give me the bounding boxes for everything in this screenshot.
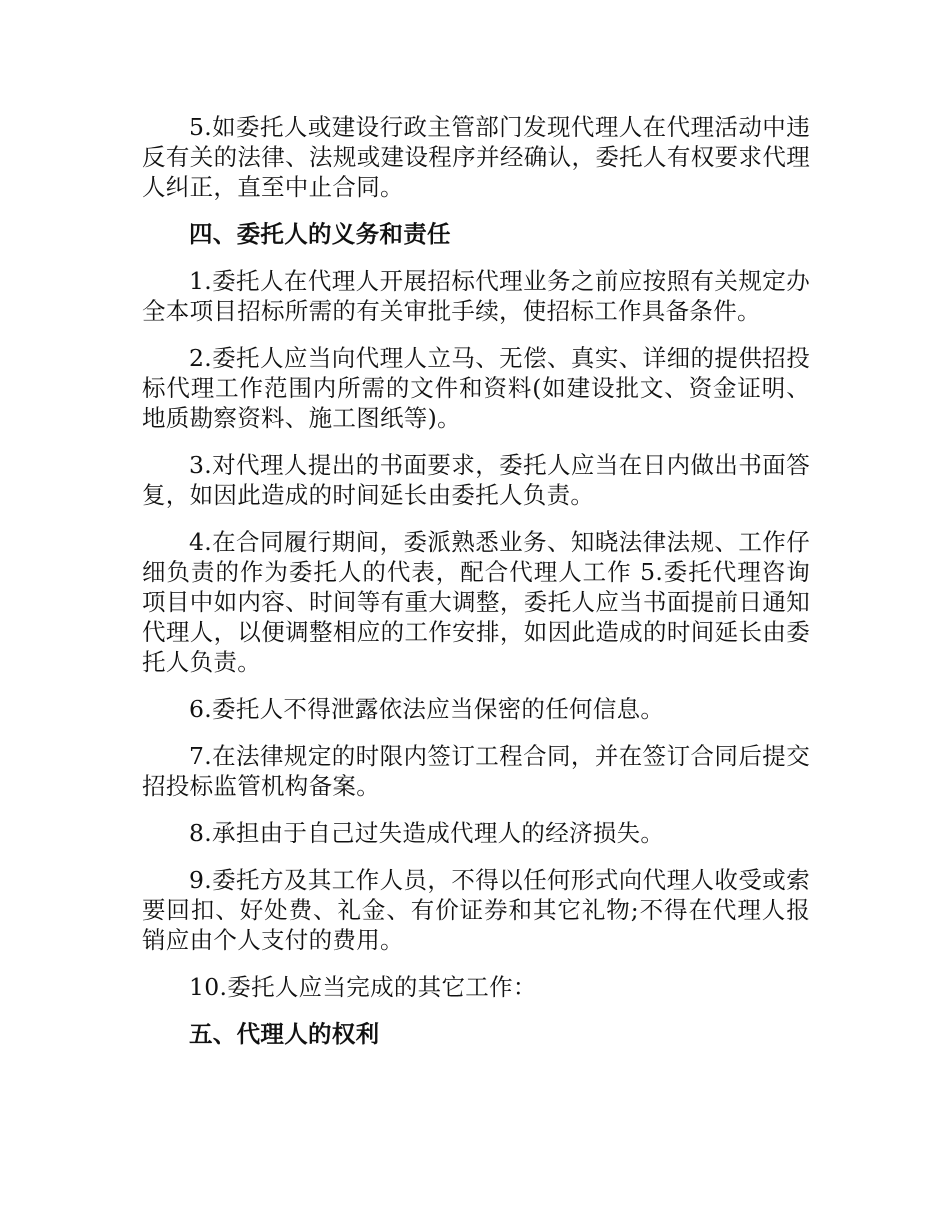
list-item: 7.在法律规定的时限内签订工程合同，并在签订合同后提交招投标监管机构备案。: [142, 742, 810, 800]
list-item: 9.委托方及其工作人员，不得以任何形式向代理人收受或索要回扣、好处费、礼金、有价证券和其它礼物;不得在代理人报销应由个人支付的费用。: [142, 866, 810, 954]
list-item: 1.委托人在代理人开展招标代理业务之前应按照有关规定办全本项目招标所需的有关审批手续，使招标工作具备条件。: [142, 267, 810, 325]
paragraph-5: 5.如委托人或建设行政主管部门发现代理人在代理活动中违反有关的法律、法规或建设程序并经确认，委托人有权要求代理人纠正，直至中止合同。: [142, 113, 810, 201]
list-item: 4.在合同履行期间，委派熟悉业务、知晓法律法规、工作仔细负责的作为委托人的代表，配合代理人工作 5.委托代理咨询项目中如内容、时间等有重大调整，委托人应当书面提前日通知代理人，以便调整相应的工作安排，如因此造成的时间延长由委托人负责。: [142, 528, 810, 676]
list-item: 10.委托人应当完成的其它工作：: [189, 973, 537, 1001]
list-item: 6.委托人不得泄露依法应当保密的任何信息。: [189, 695, 665, 723]
list-item: 8.承担由于自己过失造成代理人的经济损失。: [189, 819, 665, 847]
document-page: [142, 112, 810, 1066]
list-item: 2.委托人应当向代理人立马、无偿、真实、详细的提供招投标代理工作范围内所需的文件和资料(如建设批文、资金证明、地质勘察资料、施工图纸等)。: [142, 344, 810, 432]
list-item: 3.对代理人提出的书面要求，委托人应当在日内做出书面答复，如因此造成的时间延长由委托人负责。: [142, 451, 810, 509]
section-heading-5: 五、代理人的权利: [189, 1020, 380, 1048]
section-heading-4: 四、委托人的义务和责任: [189, 220, 451, 248]
